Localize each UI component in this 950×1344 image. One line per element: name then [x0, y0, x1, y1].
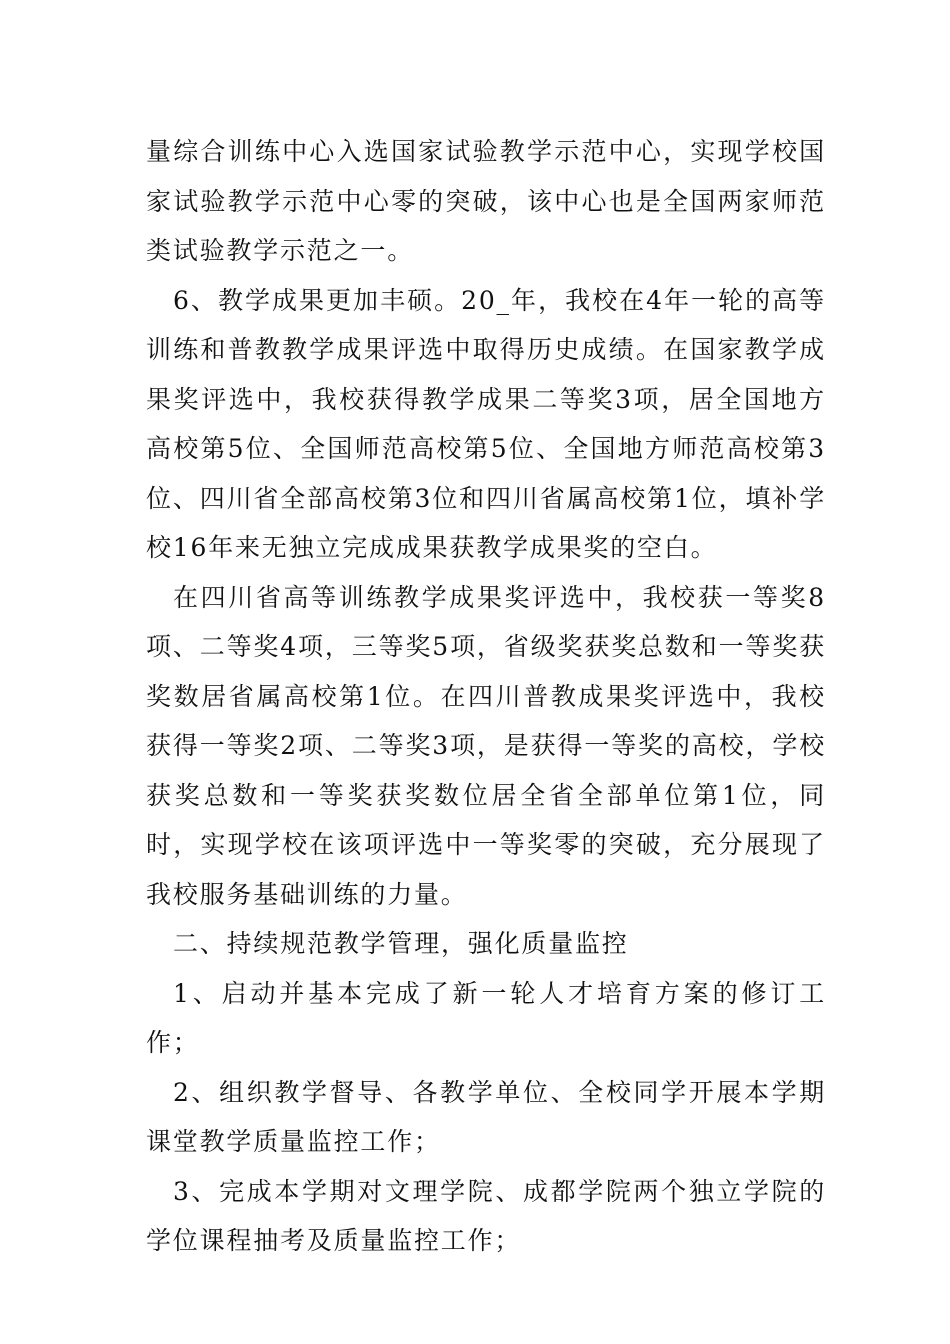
list-item-3: 3、完成本学期对文理学院、成都学院两个独立学院的学位课程抽考及质量监控工作； [146, 1176, 826, 1255]
paragraph-lab-center: 量综合训练中心入选国家试验教学示范中心，实现学校国家试验教学示范中心零的突破，该中心也是全国两家师范类试验教学示范之一。 [146, 137, 826, 265]
paragraph-teaching-achievements: 6、教学成果更加丰硕。20_年，我校在4年一轮的高等训练和普教教学成果评选中取得历史成绩。在国家教学成果奖评选中，我校获得教学成果二等奖3项，居全国地方高校第5位、全国师范高校第5位、全国地方师范高校第3位、四川省全部高校第3位和四川省属高校第1位，填补学校16年来无独立完成成果获教学成果奖的空白。 [146, 285, 826, 562]
list-item-1: 1、启动并基本完成了新一轮人才培育方案的修订工作； [146, 978, 826, 1057]
paragraph-sichuan-awards: 在四川省高等训练教学成果奖评选中，我校获一等奖8项、二等奖4项，三等奖5项，省级奖获奖总数和一等奖获奖数居省属高校第1位。在四川普教成果奖评选中，我校获得一等奖2项、二等奖3项，是获得一等奖的高校，学校获奖总数和一等奖获奖数位居全省全部单位第1位，同时，实现学校在该项评选中一等奖零的突破，充分展现了我校服务基础训练的力量。 [146, 582, 826, 909]
list-item-2: 2、组织教学督导、各教学单位、全校同学开展本学期课堂教学质量监控工作； [146, 1077, 826, 1156]
section-heading-teaching-management: 二、持续规范教学管理，强化质量监控 [173, 929, 629, 958]
document-body [146, 127, 826, 1266]
